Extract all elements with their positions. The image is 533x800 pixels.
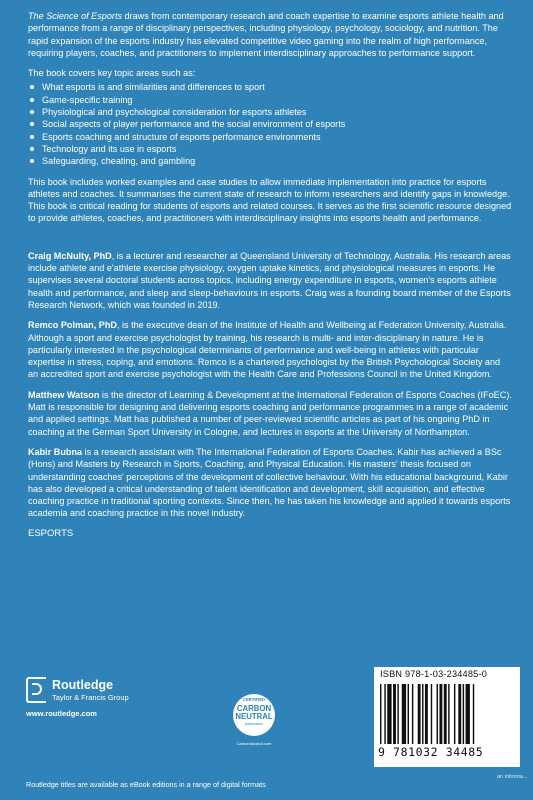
ebook-note: Routledge titles are available as eBook editions in a range of digital formats: [26, 780, 266, 789]
badge-main: CARBON NEUTRAL: [235, 704, 273, 721]
author-bio: [28, 250, 512, 311]
author-text: is the director of Learning & Development at the International Federation of Esports Coaches (IFoEC). Matt is responsible for designing and delivering esports coaching and performance programmes in a range of academic and applied settings. Matt has published a number of peer-reviewed scientific articles as part of his ongoing PhD in coaching at the German Sport University in Cologne, and lectures in esports at the University of Northampton.: [28, 389, 512, 437]
badge-site: CarbonNeutral.com: [236, 741, 272, 746]
publisher-name: Routledge: [52, 678, 114, 692]
topic-item: Social aspects of player performance and the social environment of esports: [28, 118, 512, 130]
author-name: Kabir Bubna: [28, 446, 83, 457]
author-name: Craig McNulty, PhD: [28, 250, 112, 261]
author-text: , is the executive dean of the Institute of Health and Wellbeing at Federation University, Australia. Although a sport and exercise psychologist by training, his research is multi- and inter-disciplinary in nature. He is particularly interested in the psychological determinants of performance and well-being in athletes with particular expertise in stress, coping, and emotions. Remco is a chartered psychologist by the British Psychological Society and an accredited sport and exercise psychologist with the Health Care and Professions Council in the United Kingdom.: [28, 320, 507, 380]
badge-top: CERTIFIED: [242, 697, 266, 702]
author-bio: [28, 319, 512, 380]
publisher-group: Taylor & Francis Group: [52, 693, 129, 702]
author-name: Remco Polman, PhD: [28, 320, 117, 331]
author-bio: [28, 389, 512, 438]
author-text: is a research assistant with The International Federation of Esports Coaches. Kabir has achieved a BSc (Hons) and Masters by Research in Sports, Coaching, and Physical Education. His masters' thesis focused on understanding coaches' perceptions of the development of collective behaviour. With his educational background, Kabir has also developed a critical understanding of talent identification and development, skill acquisition, and effective coaching practice in traditional sporting contexts. Since then, he has taken his knowledge and applied it towards esports academia and coaching practice in this novel industry.: [28, 446, 511, 519]
barcode-panel: [374, 667, 520, 767]
author-text: , is a lecturer and researcher at Queensland University of Technology, Australia. His research areas include athlete and e'athlete exercise physiology, oxygen uptake kinetics, and physiological measures in esports. He supervises several doctoral students across topics, including energy expenditure in esports, women's esports athlete health and performance, and sleep and sleep-behaviours in esports. Craig was a founding board member of the Esports Research Network, which was founded in 2019.: [28, 250, 511, 310]
informa-note: an informa...: [497, 774, 528, 780]
intro-text: draws from contemporary research and coach expertise to examine esports athlete health and performance from a range of disciplinary perspectives, including physiology, psychology, sociology, and nutrition. The rapid expansion of the esports industry has elevated competitive video gaming into the realm of high performance, requiring players, coaches, and practitioners to implement interdisciplinary approaches to performance support.: [28, 11, 504, 58]
badge-sub: publication: [244, 722, 264, 726]
subject-category: ESPORTS: [28, 527, 74, 539]
topic-item: What esports is and similarities and differences to sport: [28, 81, 512, 93]
book-title: The Science of Esports: [28, 11, 123, 21]
author-name: Matthew Watson: [28, 389, 100, 400]
barcode-digits: 9 781032 34485: [378, 745, 484, 759]
routledge-r-icon: [26, 677, 46, 703]
publisher-url: www.routledge.com: [26, 709, 97, 718]
barcode-icon: [380, 684, 512, 744]
topics-lead: The book covers key topic areas such as:: [28, 68, 196, 79]
intro-paragraph: [28, 10, 512, 59]
back-cover-text: [28, 10, 512, 540]
isbn-text: ISBN 978-1-03-234485-0: [380, 669, 488, 679]
carbon-neutral-badge: [233, 694, 275, 746]
topic-item: Esports coaching and structure of esports performance environments: [28, 131, 512, 143]
closing-paragraph: This book includes worked examples and case studies to allow immediate implementation into practice for esports athletes and coaches. It summarises the current state of research to inform researchers and identify gaps in knowledge. This book is critical reading for students of esports and related courses. It serves as the first scientific resource designed to provide athletes, coaches, and practitioners with interdisciplinary insights into esports health and performance.: [28, 176, 512, 224]
topic-item: Game-specific training: [28, 94, 512, 106]
topic-item: Technology and its use in esports: [28, 143, 512, 155]
author-bio: [28, 446, 512, 520]
topic-item: Safeguarding, cheating, and gambling: [28, 155, 512, 167]
topic-item: Physiological and psychological consideration for esports athletes: [28, 106, 512, 118]
topic-list: [28, 81, 512, 167]
cover-footer: [0, 655, 533, 800]
